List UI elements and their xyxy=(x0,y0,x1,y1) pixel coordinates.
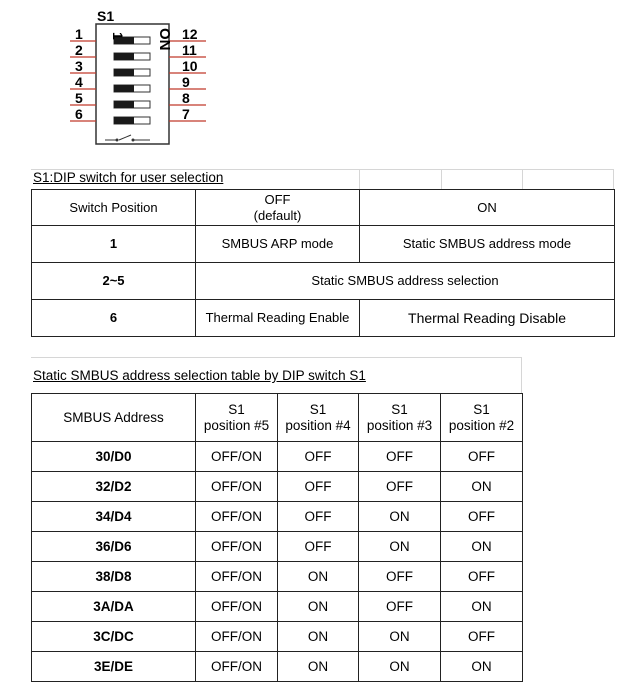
position-value-cell: ON xyxy=(278,562,359,592)
address-cell: 32/D2 xyxy=(32,472,196,502)
dip-switch-diagram xyxy=(0,0,620,160)
header-off-default: (default) xyxy=(253,207,302,223)
position-value-cell: OFF xyxy=(359,442,441,472)
header-smbus-address: SMBUS Address xyxy=(32,394,196,442)
position-value-cell: ON xyxy=(278,652,359,682)
header-position-5 xyxy=(196,394,278,442)
switch-group xyxy=(114,37,150,124)
header-line1: S1 xyxy=(309,401,327,417)
switch-knob xyxy=(114,69,134,76)
position-value-cell: OFF xyxy=(359,472,441,502)
pin-label: 9 xyxy=(182,74,190,90)
switch-name-label: S1 xyxy=(97,8,115,24)
first-switch-mark: 1 xyxy=(110,32,126,40)
position-value-cell: ON xyxy=(359,502,441,532)
pin-label: 8 xyxy=(182,90,190,106)
position-value-cell: ON xyxy=(278,622,359,652)
address-cell: 36/D6 xyxy=(32,532,196,562)
table-row xyxy=(32,592,523,622)
address-cell: 38/D8 xyxy=(32,562,196,592)
position-value-cell: ON xyxy=(359,652,441,682)
position-value-cell: OFF xyxy=(441,502,523,532)
header-line1: S1 xyxy=(391,401,408,417)
smbus-address-table xyxy=(31,393,523,682)
table2-header-row xyxy=(32,394,523,442)
row-off: SMBUS ARP mode xyxy=(196,226,360,263)
table-row xyxy=(32,652,523,682)
header-line2: position #5 xyxy=(203,417,270,433)
header-line2: position #3 xyxy=(366,417,433,433)
position-value-cell: OFF xyxy=(441,442,523,472)
table-row xyxy=(32,472,523,502)
position-value-cell: ON xyxy=(441,592,523,622)
position-value-cell: OFF xyxy=(278,442,359,472)
pin-label: 10 xyxy=(182,58,198,74)
position-value-cell: OFF/ON xyxy=(196,622,278,652)
row-on: Static SMBUS address mode xyxy=(360,226,615,263)
header-position-4 xyxy=(278,394,359,442)
table-row xyxy=(32,622,523,652)
table1-header-row xyxy=(32,190,615,226)
table-row xyxy=(32,532,523,562)
header-line2: position #2 xyxy=(448,417,515,433)
table1-caption: S1:DIP switch for user selection xyxy=(33,170,224,185)
position-value-cell: ON xyxy=(441,652,523,682)
table-row xyxy=(32,263,615,300)
position-value-cell: OFF/ON xyxy=(196,592,278,622)
position-value-cell: ON xyxy=(359,622,441,652)
table-row xyxy=(32,502,523,532)
table2-caption: Static SMBUS address selection table by DIP switch S1 xyxy=(33,368,366,383)
position-value-cell: OFF/ON xyxy=(196,532,278,562)
switch-knob xyxy=(114,117,134,124)
position-value-cell: OFF xyxy=(278,472,359,502)
switch-knob xyxy=(114,53,134,60)
pin-label: 12 xyxy=(182,26,198,42)
table-row xyxy=(32,442,523,472)
position-value-cell: ON xyxy=(441,532,523,562)
row-merged: Static SMBUS address selection xyxy=(196,263,615,300)
header-switch-position: Switch Position xyxy=(32,190,196,226)
address-cell: 3A/DA xyxy=(32,592,196,622)
header-line1: S1 xyxy=(473,401,490,417)
position-value-cell: OFF/ON xyxy=(196,652,278,682)
row-off: Thermal Reading Enable xyxy=(196,300,360,337)
header-line1: S1 xyxy=(228,401,245,417)
header-line2: position #4 xyxy=(285,417,351,433)
pin-label: 2 xyxy=(75,42,83,58)
position-value-cell: OFF/ON xyxy=(196,442,278,472)
position-value-cell: OFF xyxy=(441,622,523,652)
switch-knob xyxy=(114,101,134,108)
position-value-cell: OFF xyxy=(278,502,359,532)
switch-symbol-icon xyxy=(105,135,150,142)
row-on: Thermal Reading Disable xyxy=(360,300,615,337)
pin-label: 1 xyxy=(75,26,83,42)
position-value-cell: OFF xyxy=(359,592,441,622)
position-value-cell: OFF xyxy=(359,562,441,592)
address-cell: 3C/DC xyxy=(32,622,196,652)
pin-label: 7 xyxy=(182,106,190,122)
row-position: 1 xyxy=(32,226,196,263)
pin-label: 3 xyxy=(75,58,83,74)
address-cell: 34/D4 xyxy=(32,502,196,532)
pin-label: 6 xyxy=(75,106,83,122)
pin-label: 4 xyxy=(75,74,83,90)
switch-knob xyxy=(114,85,134,92)
header-position-2 xyxy=(441,394,523,442)
pin-label: 11 xyxy=(182,42,197,58)
table-row xyxy=(32,562,523,592)
position-value-cell: ON xyxy=(441,472,523,502)
position-value-cell: OFF/ON xyxy=(196,562,278,592)
address-cell: 30/D0 xyxy=(32,442,196,472)
header-off xyxy=(196,190,360,226)
address-cell: 3E/DE xyxy=(32,652,196,682)
row-position: 6 xyxy=(32,300,196,337)
position-value-cell: ON xyxy=(278,592,359,622)
row-position: 2~5 xyxy=(32,263,196,300)
on-label: ON xyxy=(156,28,173,51)
header-on: ON xyxy=(360,190,615,226)
pin-label: 5 xyxy=(75,90,83,106)
position-value-cell: OFF/ON xyxy=(196,472,278,502)
position-value-cell: OFF/ON xyxy=(196,502,278,532)
dip-switch-table xyxy=(31,189,615,337)
position-value-cell: ON xyxy=(359,532,441,562)
table-row xyxy=(32,300,615,337)
table-row xyxy=(32,226,615,263)
header-position-3 xyxy=(359,394,441,442)
position-value-cell: OFF xyxy=(278,532,359,562)
header-off-label: OFF xyxy=(264,191,291,207)
position-value-cell: OFF xyxy=(441,562,523,592)
